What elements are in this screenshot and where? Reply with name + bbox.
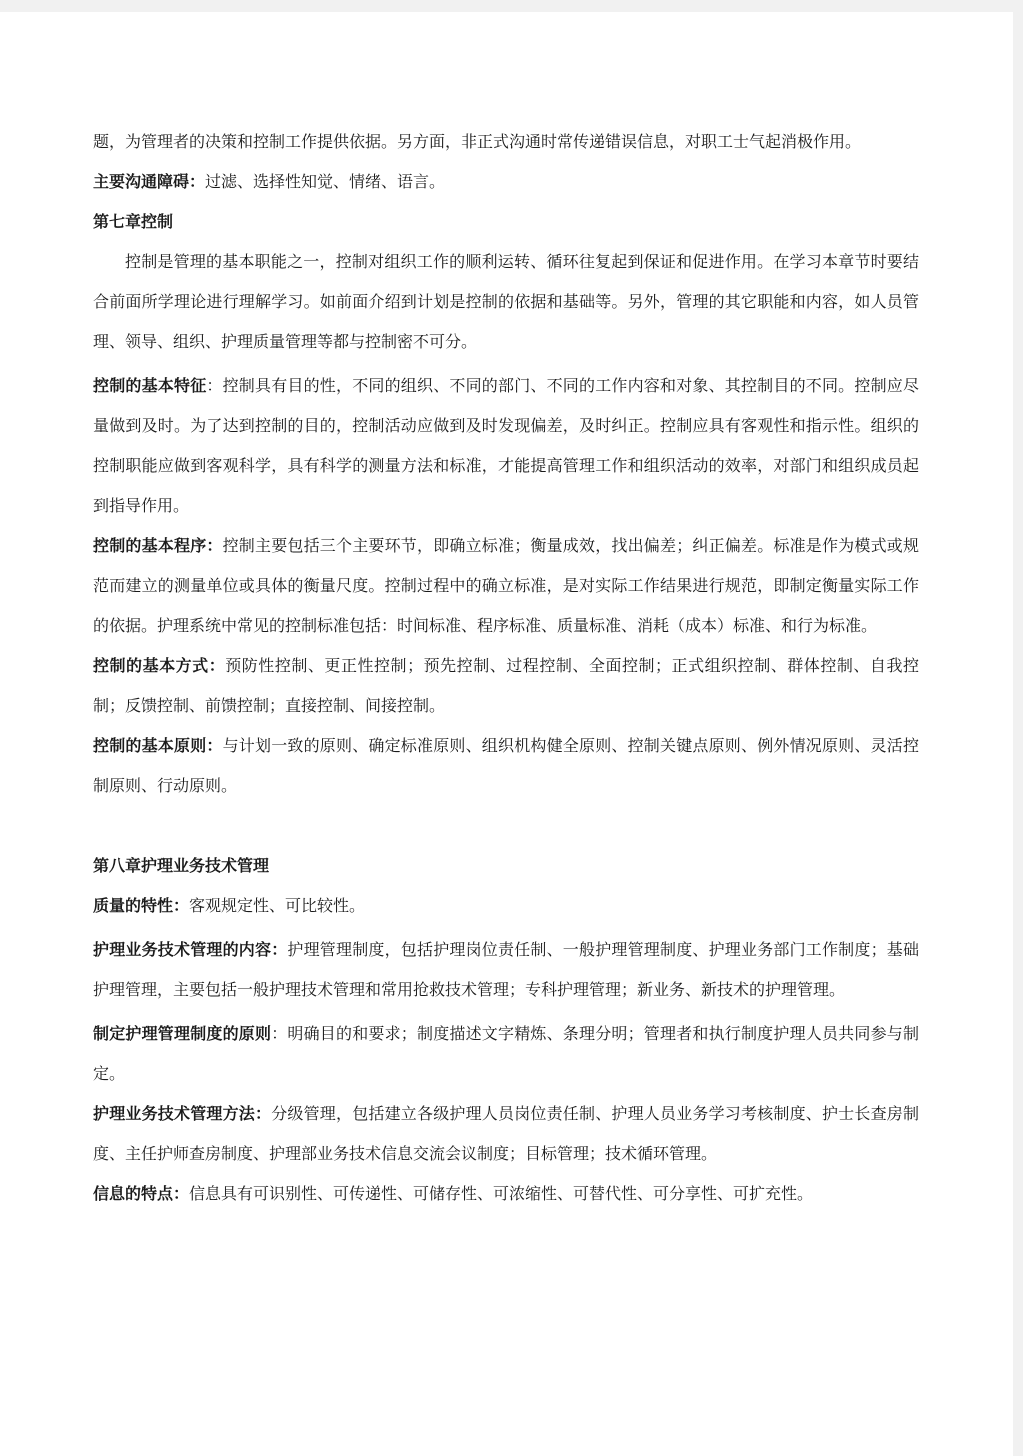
paragraph-communication-barriers — [93, 162, 919, 202]
paragraph-communication-end: 题，为管理者的决策和控制工作提供依据。另方面，非正式沟通时常传递错误信息，对职工士气起消极作用。 — [93, 132, 862, 151]
term-label: 制定护理管理制度的原则 — [93, 1024, 272, 1043]
chapter-7-title: 第七章控制 — [93, 212, 174, 231]
document-page — [0, 12, 1013, 1456]
term-text: 分级管理，包括建立各级护理人员岗位责任制、护理人员业务学习考核制度、护士长查房制度、主任护师查房制度、护理部业务技术信息交流会议制度；目标管理；技术循环管理。 — [93, 1104, 919, 1163]
term-text: 客观规定性、可比较性。 — [189, 896, 366, 915]
document-body — [93, 122, 919, 1214]
term-label: 控制的基本特征 — [93, 376, 207, 395]
paragraph-information-traits — [93, 1174, 919, 1214]
paragraph-policy-principles — [93, 1014, 919, 1094]
paragraph-control-procedure — [93, 526, 919, 646]
paragraph-nursing-methods — [93, 1094, 919, 1174]
paragraph-control-features — [93, 366, 919, 526]
term-text: 信息具有可识别性、可传递性、可储存性、可浓缩性、可替代性、可分享性、可扩充性。 — [189, 1184, 814, 1203]
term-text: ：控制具有目的性，不同的组织、不同的部门、不同的工作内容和对象、其控制目的不同。控制应尽量做到及时。为了达到控制的目的，控制活动应做到及时发现偏差，及时纠正。控制应具有客观性和指示性。组织的控制职能应做到客观科学，具有科学的测量方法和标准，才能提高管理工作和组织活动的效率，对部门和组织成员起到指导作用。 — [93, 376, 919, 515]
chapter-8-title: 第八章护理业务技术管理 — [93, 856, 270, 875]
term-text: 护理管理制度，包括护理岗位责任制、一般护理管理制度、护理业务部门工作制度；基础护理管理，主要包括一般护理技术管理和常用抢救技术管理；专科护理管理；新业务、新技术的护理管理。 — [93, 940, 919, 999]
paragraph-control-methods — [93, 646, 919, 726]
term-text: 预防性控制、更正性控制；预先控制、过程控制、全面控制；正式组织控制、群体控制、自我控制；反馈控制、前馈控制；直接控制、间接控制。 — [93, 656, 919, 715]
paragraph-control-intro: 控制是管理的基本职能之一，控制对组织工作的顺利运转、循环往复起到保证和促进作用。在学习本章节时要结合前面所学理论进行理解学习。如前面介绍到计划是控制的依据和基础等。另外，管理的其它职能和内容，如人员管理、领导、组织、护理质量管理等都与控制密不可分。 — [93, 252, 919, 351]
paragraph-control-principles — [93, 726, 919, 806]
term-label: 主要沟通障碍： — [93, 172, 206, 191]
term-label: 质量的特性： — [93, 896, 190, 915]
term-label: 信息的特点： — [93, 1184, 190, 1203]
term-text: ：明确目的和要求；制度描述文字精炼、条理分明；管理者和执行制度护理人员共同参与制定。 — [93, 1024, 919, 1083]
term-text: 与计划一致的原则、确定标准原则、组织机构健全原则、控制关键点原则、例外情况原则、灵活控制原则、行动原则。 — [93, 736, 919, 795]
paragraph-quality-traits — [93, 886, 919, 926]
term-label: 控制的基本方式： — [93, 656, 226, 675]
paragraph-nursing-content — [93, 930, 919, 1010]
term-label: 护理业务技术管理方法： — [93, 1104, 272, 1123]
term-label: 控制的基本程序： — [93, 536, 223, 555]
term-text: 控制主要包括三个主要环节，即确立标准；衡量成效，找出偏差；纠正偏差。标准是作为模式或规范而建立的测量单位或具体的衡量尺度。控制过程中的确立标准，是对实际工作结果进行规范，即制定衡量实际工作的依据。护理系统中常见的控制标准包括：时间标准、程序标准、质量标准、消耗（成本）标准、和行为标准。 — [93, 536, 919, 635]
term-label: 控制的基本原则： — [93, 736, 223, 755]
term-label: 护理业务技术管理的内容： — [93, 940, 288, 959]
term-text: 过滤、选择性知觉、情绪、语言。 — [205, 172, 446, 191]
